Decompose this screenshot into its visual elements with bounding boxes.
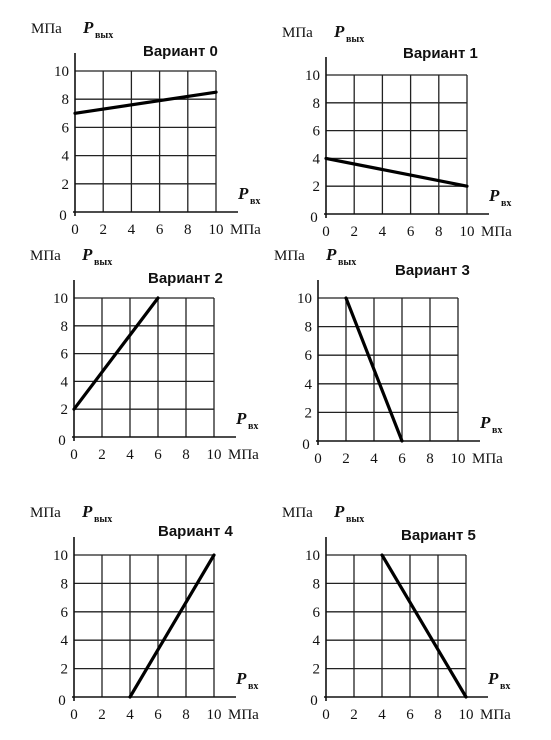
x-tick-label: 0 bbox=[71, 222, 79, 238]
y-tick-label: 6 bbox=[60, 346, 68, 363]
x-tick-label: 8 bbox=[182, 707, 190, 723]
x-axis-unit: МПа bbox=[480, 707, 511, 723]
y-tick-label: 8 bbox=[60, 576, 68, 593]
y-tick-label: 2 bbox=[304, 405, 312, 422]
x-tick-label: 8 bbox=[182, 447, 190, 463]
y-tick-label-origin: 0 bbox=[310, 210, 318, 226]
x-axis-subscript: вх bbox=[492, 425, 503, 436]
y-axis-subscript: вых bbox=[94, 514, 113, 525]
y-axis-subscript: вых bbox=[346, 34, 365, 45]
x-tick-label: 0 bbox=[322, 224, 330, 240]
x-tick-label: 8 bbox=[435, 224, 443, 240]
series-line bbox=[75, 92, 216, 113]
y-tick-label-origin: 0 bbox=[58, 433, 66, 449]
y-axis-symbol: P bbox=[334, 22, 345, 41]
x-axis-symbol: P bbox=[489, 186, 500, 205]
y-tick-label-origin: 0 bbox=[58, 693, 66, 709]
y-tick-label: 8 bbox=[312, 576, 320, 593]
y-axis-unit: МПа bbox=[30, 505, 61, 521]
y-axis-unit: МПа bbox=[274, 248, 305, 264]
x-axis-unit: МПа bbox=[228, 707, 259, 723]
x-axis-symbol: P bbox=[238, 184, 249, 203]
x-tick-label: 6 bbox=[154, 447, 162, 463]
x-tick-label: 4 bbox=[378, 224, 387, 240]
y-axis-symbol: P bbox=[82, 245, 93, 264]
y-tick-label-origin: 0 bbox=[302, 437, 310, 453]
x-axis-symbol: P bbox=[236, 669, 247, 688]
chart-panel-3 bbox=[274, 245, 503, 467]
y-tick-label: 8 bbox=[61, 92, 69, 109]
x-axis-subscript: вх bbox=[248, 681, 259, 692]
x-axis-subscript: вх bbox=[500, 681, 511, 692]
chart-panel-1 bbox=[282, 22, 512, 240]
y-tick-label: 6 bbox=[304, 348, 312, 365]
chart-title: Вариант 2 bbox=[148, 270, 223, 287]
x-tick-label: 10 bbox=[458, 707, 474, 723]
x-tick-label: 2 bbox=[98, 447, 106, 463]
x-tick-label: 4 bbox=[127, 222, 136, 238]
y-tick-label: 8 bbox=[304, 319, 312, 336]
chart-title: Вариант 0 bbox=[143, 43, 218, 60]
x-tick-label: 6 bbox=[154, 707, 162, 723]
y-tick-label: 10 bbox=[54, 64, 69, 80]
x-axis-subscript: вх bbox=[250, 196, 261, 207]
x-tick-label: 2 bbox=[99, 222, 107, 238]
y-tick-label: 8 bbox=[312, 95, 320, 112]
y-tick-label-origin: 0 bbox=[310, 693, 318, 709]
x-tick-label: 4 bbox=[370, 451, 378, 467]
y-axis-subscript: вых bbox=[346, 514, 365, 525]
x-tick-label: 6 bbox=[155, 222, 164, 238]
y-axis-symbol: P bbox=[326, 245, 337, 264]
x-tick-label: 8 bbox=[426, 451, 434, 467]
x-tick-label: 0 bbox=[70, 707, 78, 723]
y-tick-label: 8 bbox=[60, 318, 68, 335]
y-tick-label: 4 bbox=[312, 151, 320, 168]
x-tick-label: 4 bbox=[126, 707, 134, 723]
chart-panel-0 bbox=[31, 18, 261, 238]
x-tick-label: 10 bbox=[208, 222, 224, 238]
series-line bbox=[326, 158, 467, 186]
y-tick-label: 2 bbox=[312, 661, 320, 678]
x-tick-label: 0 bbox=[70, 447, 78, 463]
y-axis-unit: МПа bbox=[282, 505, 313, 521]
x-axis-symbol: P bbox=[480, 413, 491, 432]
x-axis-unit: МПа bbox=[472, 451, 503, 467]
y-tick-label: 4 bbox=[60, 374, 68, 391]
y-tick-label: 6 bbox=[312, 123, 320, 140]
x-tick-label: 4 bbox=[378, 707, 386, 723]
x-tick-label: 0 bbox=[314, 451, 322, 467]
chart-panel-4 bbox=[30, 502, 259, 723]
chart-title: Вариант 3 bbox=[395, 262, 470, 279]
y-tick-label: 6 bbox=[61, 120, 69, 137]
chart-title: Вариант 4 bbox=[158, 523, 233, 540]
x-tick-label: 8 bbox=[184, 222, 192, 238]
x-axis-symbol: P bbox=[488, 669, 499, 688]
y-axis-unit: МПа bbox=[30, 248, 61, 264]
y-tick-label: 4 bbox=[61, 148, 69, 165]
y-axis-subscript: вых bbox=[95, 30, 114, 41]
x-tick-label: 2 bbox=[98, 707, 106, 723]
y-tick-label: 2 bbox=[60, 661, 68, 678]
y-tick-label: 6 bbox=[312, 604, 320, 621]
y-axis-subscript: вых bbox=[338, 257, 357, 268]
series-line bbox=[130, 555, 214, 697]
x-tick-label: 10 bbox=[459, 224, 475, 240]
chart-panel-2 bbox=[30, 245, 259, 463]
x-tick-label: 6 bbox=[406, 224, 415, 240]
chart-title: Вариант 5 bbox=[401, 527, 476, 544]
chart-panel-5 bbox=[282, 502, 511, 723]
x-tick-label: 10 bbox=[206, 707, 222, 723]
x-tick-label: 2 bbox=[350, 224, 358, 240]
y-axis-symbol: P bbox=[82, 502, 93, 521]
x-axis-unit: МПа bbox=[481, 224, 512, 240]
y-tick-label: 2 bbox=[60, 402, 68, 419]
y-axis-subscript: вых bbox=[94, 257, 113, 268]
x-axis-unit: МПа bbox=[228, 447, 259, 463]
y-tick-label: 6 bbox=[60, 604, 68, 621]
x-axis-subscript: вх bbox=[248, 421, 259, 432]
y-axis-unit: МПа bbox=[282, 25, 313, 41]
x-axis-unit: МПа bbox=[230, 222, 261, 238]
y-tick-label: 2 bbox=[312, 179, 320, 196]
y-tick-label: 4 bbox=[60, 633, 68, 650]
y-tick-label: 10 bbox=[53, 291, 68, 307]
series-line bbox=[382, 555, 466, 697]
x-axis-subscript: вх bbox=[501, 198, 512, 209]
x-tick-label: 10 bbox=[206, 447, 222, 463]
y-tick-label: 10 bbox=[305, 548, 320, 564]
y-tick-label-origin: 0 bbox=[59, 208, 67, 224]
x-tick-label: 4 bbox=[126, 447, 134, 463]
x-tick-label: 2 bbox=[350, 707, 358, 723]
x-tick-label: 8 bbox=[434, 707, 442, 723]
chart-title: Вариант 1 bbox=[403, 45, 478, 62]
x-tick-label: 6 bbox=[398, 451, 406, 467]
y-tick-label: 2 bbox=[61, 176, 69, 193]
y-axis-unit: МПа bbox=[31, 21, 62, 37]
x-axis-symbol: P bbox=[236, 409, 247, 428]
x-tick-label: 6 bbox=[406, 707, 414, 723]
y-tick-label: 10 bbox=[305, 68, 320, 84]
y-tick-label: 10 bbox=[53, 548, 68, 564]
y-tick-label: 4 bbox=[304, 376, 312, 393]
x-tick-label: 10 bbox=[450, 451, 466, 467]
y-axis-symbol: P bbox=[83, 18, 94, 37]
y-tick-label: 10 bbox=[297, 291, 312, 307]
y-tick-label: 4 bbox=[312, 633, 320, 650]
x-tick-label: 0 bbox=[322, 707, 330, 723]
x-tick-label: 2 bbox=[342, 451, 350, 467]
y-axis-symbol: P bbox=[334, 502, 345, 521]
